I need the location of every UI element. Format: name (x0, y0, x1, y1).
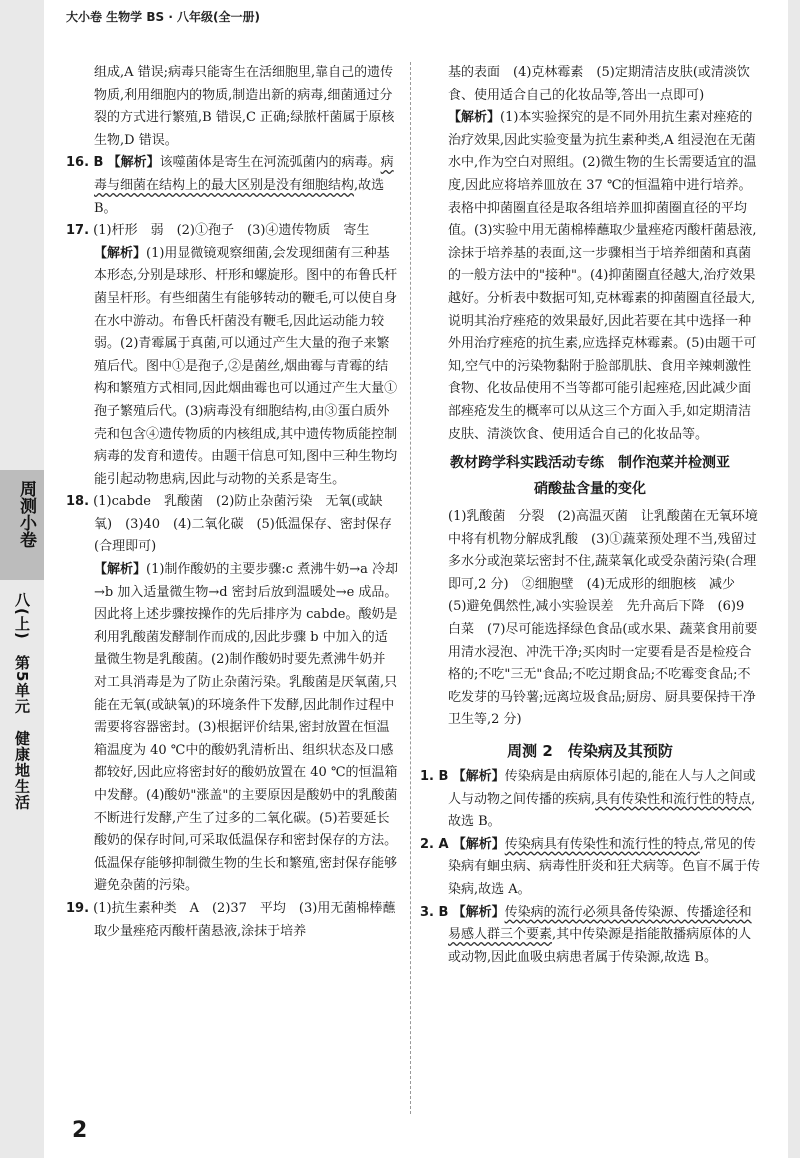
sidebar-tab-label: 周测小卷 (16, 480, 36, 548)
key-point: 传染病具有传染性和流行性的特点 (504, 836, 700, 852)
answer-text: ,常见的传染病有蛔虫病、病毒性肝炎和狂犬病等。色盲不属于传染病,故选 A。 (448, 836, 761, 897)
question-number: 19. (66, 900, 90, 916)
analysis-19 (420, 107, 760, 446)
analysis-tag: 【解析】 (448, 110, 501, 126)
answer-15-continued: 组成,A 错误;病毒只能寄生在活细胞里,靠自己的遗传物质,利用细胞内的物质,制造出新的病毒,细菌通过分裂的方式进行繁殖,B 错误,C 正确;绿脓杆菌属于原核生物,D 错误。 (94, 65, 395, 148)
analysis-tag: 【解析】 (94, 245, 147, 261)
section-title-practice (420, 450, 760, 502)
answer-text: 该噬菌体是寄生在河流弧菌内的病毒。 (159, 155, 381, 171)
question-number: 1. B (420, 769, 449, 785)
analysis-tag: 【解析】 (452, 836, 505, 852)
left-column (66, 62, 398, 943)
answer-19 (66, 898, 398, 943)
answer-text: (1)杆形 弱 (2)①孢子 (3)④遗传物质 寄生 (93, 223, 370, 239)
key-point: 具有传染性和流行性的特点 (595, 791, 752, 807)
question-number: 17. (66, 223, 90, 239)
section-title-line1: 教材跨学科实践活动专练 制作泡菜并检测亚 (450, 455, 730, 472)
section-title-line2: 硝酸盐含量的变化 (534, 481, 646, 498)
column-divider (410, 62, 411, 1114)
right-column (420, 62, 760, 969)
analysis-text: (1)本实验探究的是不同外用抗生素对痤疮的治疗效果,因此实验变量为抗生素种类,A 组浸泡在无菌水中,作为空白对照组。(2)微生物的生长需要适宜的温度,因此应将培养皿放在 37 ℃的恒温箱中进行培养。表格中抑菌圈直径是取各组培养皿抑菌圈直径的平均值。(3)实验中用无菌棉棒蘸取少量痤疮丙酸杆菌悬液,涂抹于培养基的表面,这一步骤相当于培养细菌和真菌的一般方法中的"接种"。(4)抑菌圈直径越大,治疗效果越好。分析表中数据可知,克林霉素的抑菌圈直径最大,说明其治疗痤疮的效果最好,因此若要在其中选择一种外用治疗痤疮的抗生素,应选择克林霉素。(5)由题干可知,空气中的污染物黏附于脸部肌肤、食用辛辣刺激性食物、化妆品使用不当等都可能引起痤疮,因此减少面部痤疮发生的概率可以从这三个方面入手,如定期清洁皮肤、清淡饮食、使用适合自己的化妆品等。 (448, 110, 757, 442)
answer-text: ,故选 B。 (448, 791, 756, 830)
question-number: 18. (66, 494, 90, 510)
page-number: 2 (72, 1118, 88, 1143)
analysis-tag: 【解析】 (452, 769, 505, 785)
analysis-17 (66, 243, 398, 492)
answer-19-continued: 基的表面 (4)克林霉素 (5)定期清洁皮肤(或清淡饮食、使用适合自己的化妆品等,答出一点即可) (448, 65, 750, 103)
page-header: 大小卷 生物学 BS · 八年级(全一册) (66, 10, 261, 24)
section-title-week2: 周测 2 传染病及其预防 (507, 742, 673, 761)
answer-17 (66, 220, 398, 243)
answer-text: (1)cabde 乳酸菌 (2)防止杂菌污染 无氧(或缺氧) (3)40 (4)二氧化碳 (5)低温保存、密封保存(合理即可) (93, 494, 392, 555)
answer-w2-1 (420, 766, 760, 834)
answer-w2-2 (420, 834, 760, 902)
sidebar-unit: 第5单元 健康地生活 (13, 655, 31, 811)
key-point: 病毒与细菌在结构上的最大区别是没有细胞结构 (94, 155, 394, 193)
question-number: 2. A (420, 836, 449, 852)
answer-text: ,故选 B。 (94, 177, 385, 216)
answer-text: 传染病是由病原体引起的,能在人与人之间或人与动物之间传播的疾病, (448, 769, 756, 807)
analysis-text: (1)用显微镜观察细菌,会发现细菌有三种基本形态,分别是球形、杆形和螺旋形。图中的布鲁氏杆菌呈杆形。有些细菌生有能够转动的鞭毛,可以使自身在水中游动。布鲁氏杆菌没有鞭毛,因此运动能力较弱。(2)青霉属于真菌,可以通过产生大量的孢子来繁殖后代。图中①是孢子,②是菌丝,烟曲霉与青霉的结构和繁殖方式相同,因此烟曲霉也可以通过产生大量①孢子繁殖后代。(3)病毒没有细胞结构,由③蛋白质外壳和包含④遗传物质的内核组成,其中遗传物质能控制病毒的发育和遗传。由题干信息可知,图中三种生物均能引起动物患病,因此与动物的关系是寄生。 (94, 245, 398, 487)
analysis-18 (66, 559, 398, 898)
key-point: 传染病的流行必须具备传染源、传播途径和易感人群三个要素 (448, 904, 752, 943)
question-number: 3. B (420, 904, 449, 920)
analysis-tag: 【解析】 (107, 155, 160, 171)
analysis-text: (1)制作酸奶的主要步骤:c 煮沸牛奶→a 冷却→b 加入适量微生物→d 密封后放到温暖处→e 成品。因此将上述步骤按操作的先后排序为 cabde。酸奶是利用乳酸菌发酵制作而成的,因此步骤 b 中加入的适量微生物是乳酸菌。(2)制作酸奶时要先煮沸牛奶并对工具消毒是为了防止杂菌污染。乳酸菌是厌氧菌,只能在无氧(或缺氧)的环境条件下发酵,因此制作过程中需要将容器密封。(3)根据评价结果,密封放置在恒温箱温度为 40 ℃中的酸奶乳清析出、组织状态及口感都较好,因此应将密封好的酸奶放置在 40 ℃的恒温箱中发酵。(4)酸奶"涨盖"的主要原因是酸奶中的乳酸菌不断进行发酵,产生了过多的二氧化碳。(5)若要延长酸奶的保存时间,可采取低温保存和密封保存的方法。低温保存能够抑制微生物的生长和繁殖,密封保存能够避免杂菌的污染。 (94, 562, 398, 894)
analysis-tag: 【解析】 (94, 562, 147, 578)
question-number: 16. B (66, 155, 104, 171)
answer-text: ,其中传染源是指能散播病原体的人或动物,因此血吸虫病患者属于传染源,故选 B。 (448, 927, 752, 965)
practice-answers: (1)乳酸菌 分裂 (2)高温灭菌 让乳酸菌在无氧环境中将有机物分解成乳酸 (3)①蔬菜预处理不当,残留过多水分或泡菜坛密封不住,蔬菜氧化或受杂菌污染(合理即可,2 分) ②细胞壁 (4)无成形的细胞核 减少 (5)避免偶然性,减小实验误差 先升高后下降 (6)9 白菜 (7)尽可能选择绿色食品(或水果、蔬菜食用前要用清水浸泡、冲洗干净;买肉时一定要看是否是检疫合格的;不吃"三无"食品;不吃过期食品;不吃霉变食品;不吃发芽的马铃薯;远离垃圾食品;厨房、厨具要保持干净卫生等,2 分) (448, 509, 758, 728)
answer-16 (66, 152, 398, 220)
answer-18 (66, 491, 398, 559)
answer-w2-3 (420, 902, 760, 970)
sidebar-grade: 八(上) (13, 592, 31, 640)
analysis-tag: 【解析】 (452, 904, 505, 920)
answer-text: (1)抗生素种类 A (2)37 平均 (3)用无菌棉棒蘸取少量痤疮丙酸杆菌悬液,涂抹于培养 (93, 900, 396, 939)
